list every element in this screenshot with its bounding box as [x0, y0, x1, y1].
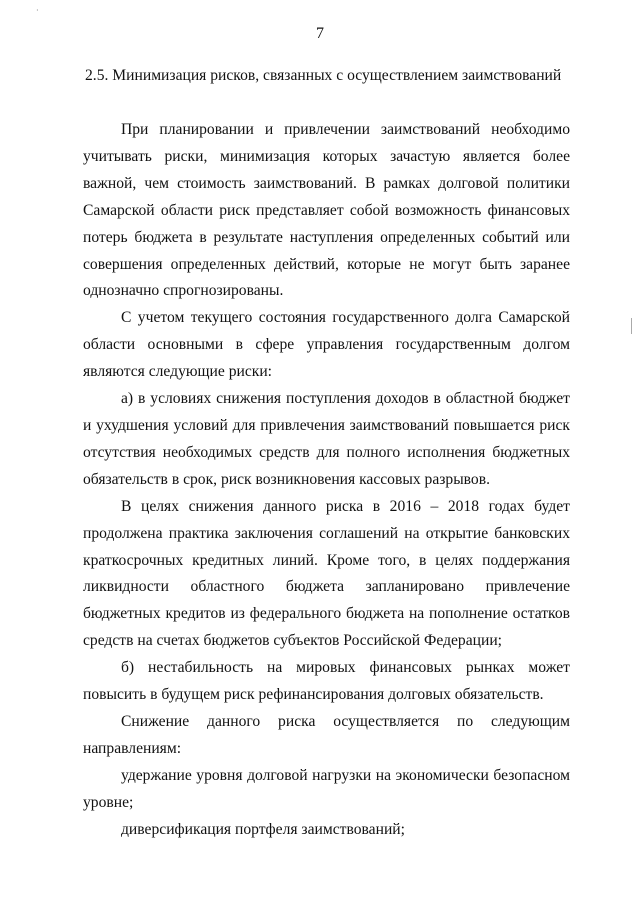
paragraph-risk-a-mitigation: В целях снижения данного риска в 2016 – 2018 годах будет продолжена практика заключения соглашений на открытие банковских краткосрочных кредитных линий. Кроме того, в целях поддержания ликвидности областного бюджета запланировано привлечение бюджетных кредитов из федерального бюджета на пополнение остатков средств на счетах бюджетов субъектов Российской Федерации;	[83, 497, 570, 650]
paragraph-risk-overview: При планировании и привлечении заимствований необходимо учитывать риски, минимизация которых зачастую является более важной, чем стоимость заимствований. В рамках долговой политики Самарской области риск представляет собой возможность финансовых потерь бюджета в результате наступления определенных событий или совершения определенных действий, которые не могут быть заранее однозначно спрогнозированы.	[83, 121, 570, 300]
paragraph-diversification: диверсификация портфеля заимствований;	[121, 820, 405, 838]
paragraph-risk-b-directions: Снижение данного риска осуществляется по следующим направлениям:	[83, 712, 570, 757]
paragraph-debt-load: удержание уровня долговой нагрузки на экономически безопасном уровне;	[83, 766, 570, 811]
page-number: 7	[316, 25, 324, 42]
section-heading: 2.5. Минимизация рисков, связанных с осуществлением заимствований	[85, 67, 562, 84]
paragraph-risk-a: а) в условиях снижения поступления доходов в областной бюджет и ухудшения условий для привлечения заимствований повышается риск отсутствия необходимых средств для полного исполнения бюджетных обязательств в срок, риск возникновения кассовых разрывов.	[83, 390, 570, 488]
document-body	[83, 117, 570, 843]
paragraph-main-risks-intro: С учетом текущего состояния государственного долга Самарской области основными в сфере управления государственным долгом являются следующие риски:	[83, 309, 570, 381]
paragraph-risk-b: б) нестабильность на мировых финансовых рынках может повысить в будущем риск рефинансирования долговых обязательств.	[83, 659, 570, 704]
scan-artifact-mark: ·	[36, 6, 39, 15]
scan-edge-mark	[631, 318, 632, 334]
